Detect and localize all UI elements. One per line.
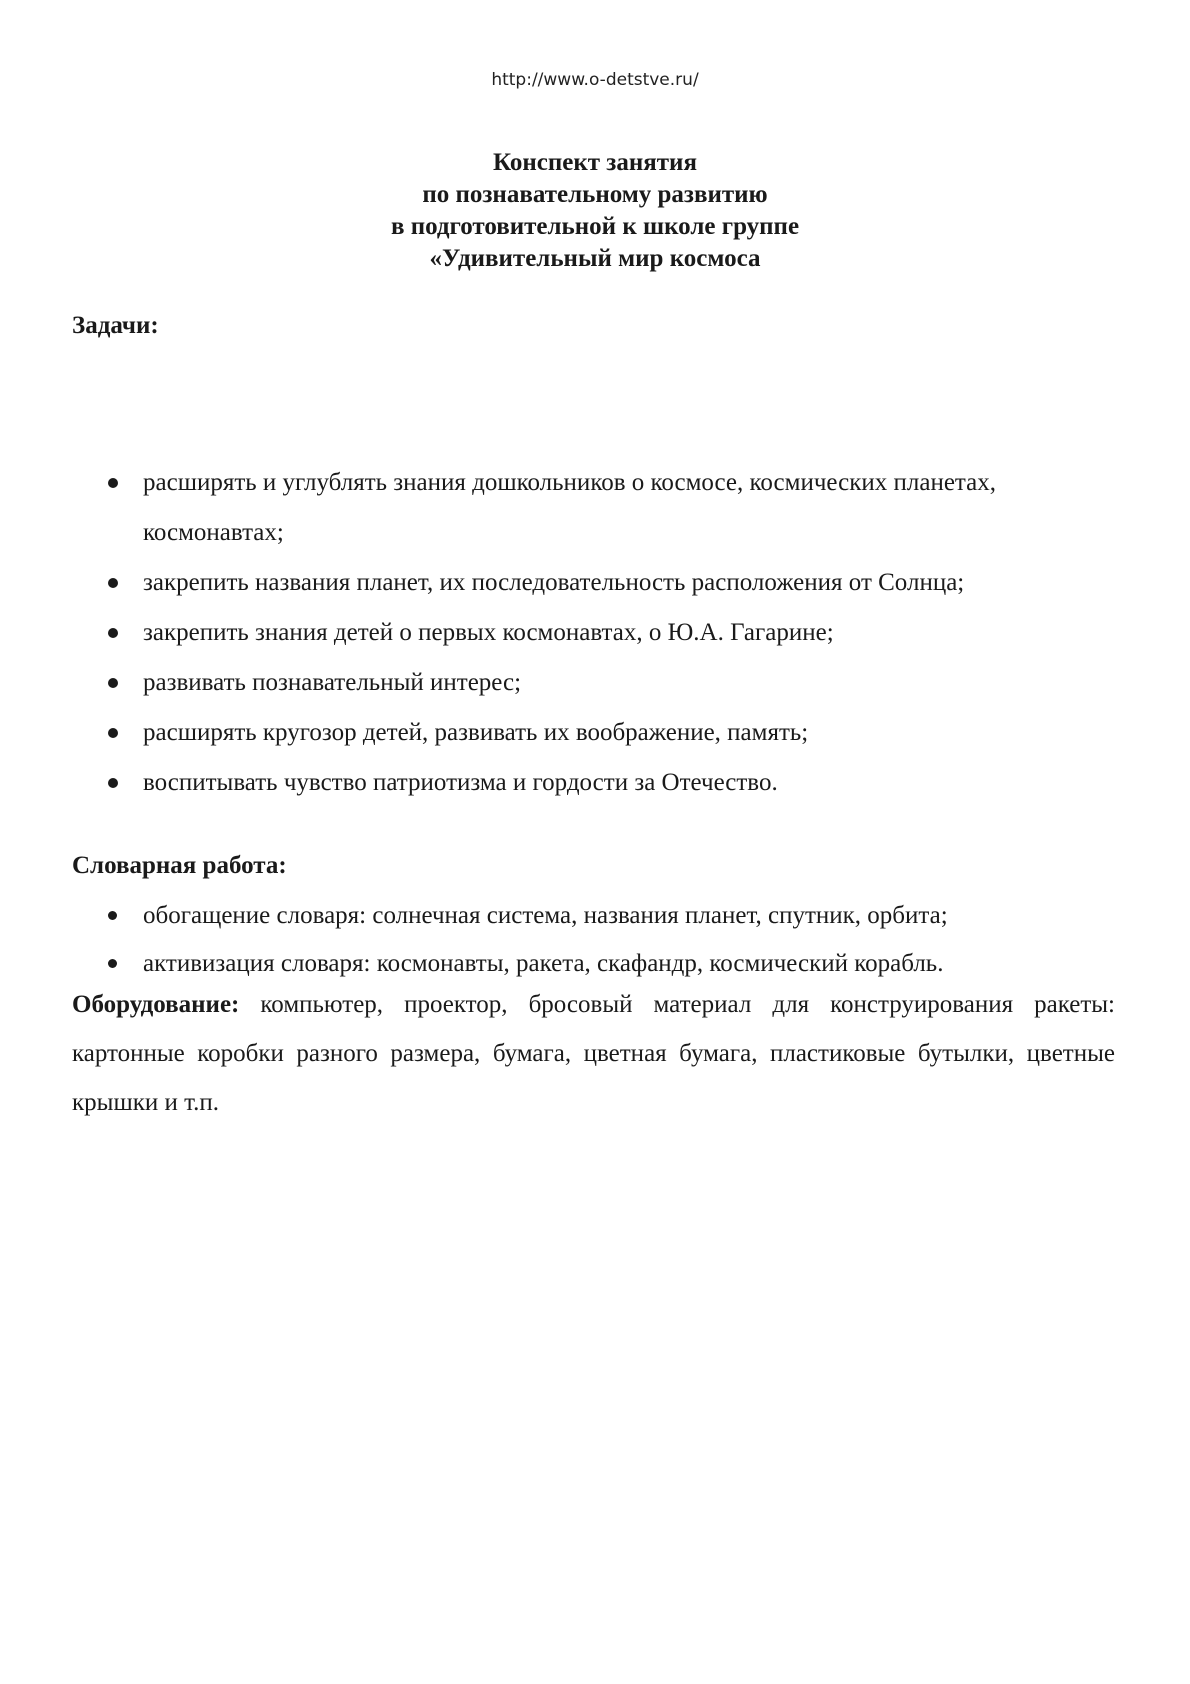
- bullet-icon: [108, 628, 118, 638]
- list-item: [105, 608, 1115, 658]
- list-item-text: воспитывать чувство патриотизма и гордости за Отечество.: [143, 769, 778, 796]
- list-item: [105, 458, 1115, 558]
- list-item-text: закрепить знания детей о первых космонавтах, о Ю.А. Гагарине;: [143, 619, 834, 646]
- bullet-icon: [108, 911, 117, 920]
- vocabulary-list: [105, 892, 1115, 988]
- bullet-icon: [108, 778, 118, 788]
- list-item-text: развивать познавательный интерес;: [143, 669, 522, 696]
- list-item: [105, 892, 1115, 940]
- list-item-text: обогащение словаря: солнечная система, названия планет, спутник, орбита;: [143, 902, 948, 929]
- equipment-text: компьютер, проектор, бросовый материал для конструирования ракеты: картонные коробки разного размера, бумага, цветная бумага, пластиковые бутылки, цветные крышки и т.п.: [72, 991, 1115, 1116]
- title-line: Конспект занятия: [492, 149, 697, 176]
- equipment-paragraph: [72, 980, 1115, 1127]
- source-url: http://www.o-detstve.ru/: [491, 70, 699, 90]
- document-title: [0, 147, 1190, 275]
- bullet-icon: [108, 578, 118, 588]
- list-item: [105, 558, 1115, 608]
- bullet-icon: [108, 959, 117, 968]
- tasks-list: [105, 458, 1115, 808]
- bullet-icon: [108, 478, 118, 488]
- list-item-text: расширять и углублять знания дошкольников о космосе, космических планетах, космонавтах;: [143, 469, 996, 546]
- bullet-icon: [108, 728, 118, 738]
- title-line: по познавательному развитию: [422, 181, 768, 208]
- list-item-text: активизация словаря: космонавты, ракета, скафандр, космический корабль.: [143, 950, 944, 977]
- list-item: [105, 708, 1115, 758]
- list-item-text: расширять кругозор детей, развивать их воображение, память;: [143, 719, 809, 746]
- vocabulary-heading: Словарная работа:: [72, 852, 287, 879]
- list-item: [105, 758, 1115, 808]
- title-line: «Удивительный мир космоса: [429, 245, 761, 272]
- list-item-text: закрепить названия планет, их последовательность расположения от Солнца;: [143, 569, 965, 596]
- tasks-heading: Задачи:: [72, 312, 159, 339]
- equipment-label: Оборудование:: [72, 991, 240, 1018]
- bullet-icon: [108, 678, 118, 688]
- list-item: [105, 658, 1115, 708]
- title-line: в подготовительной к школе группе: [390, 213, 800, 240]
